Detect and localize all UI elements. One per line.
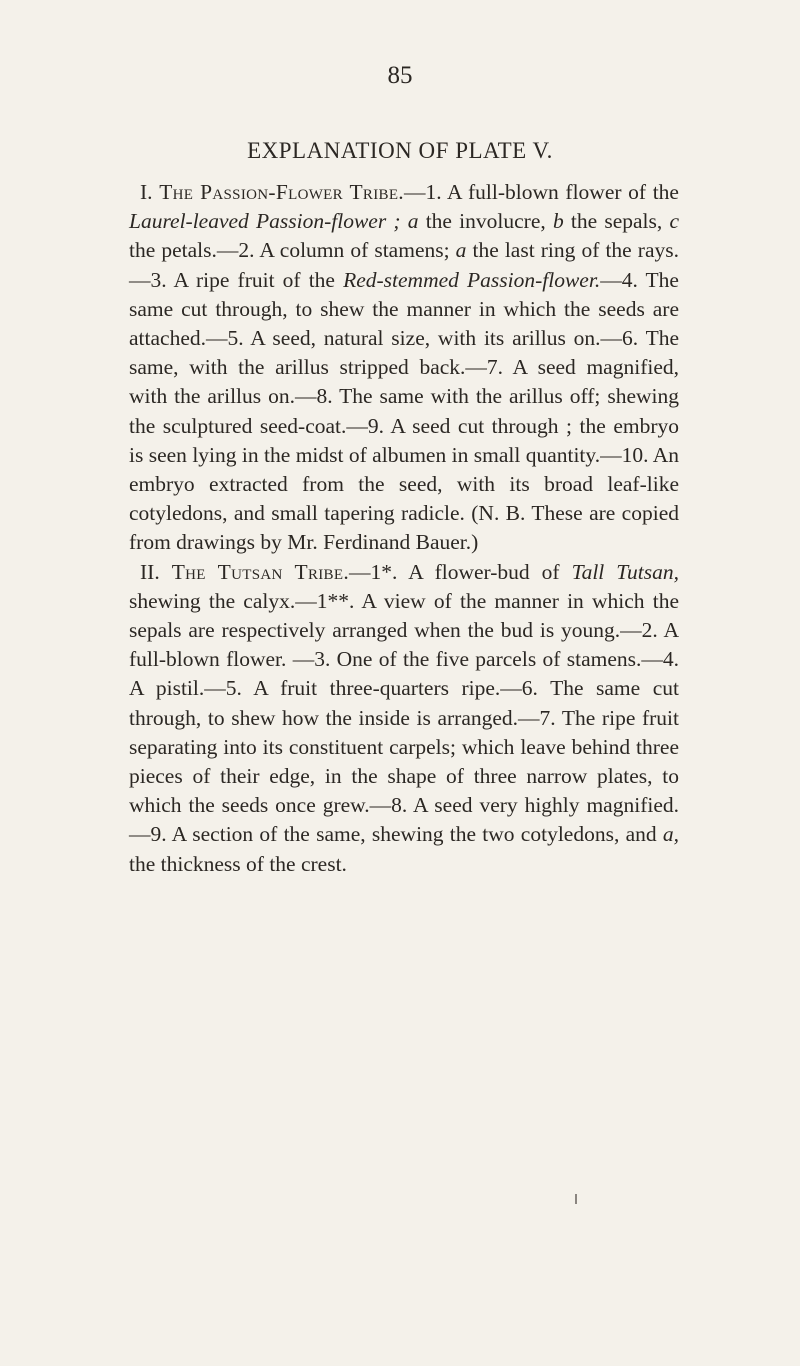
text-run: the petals.—2. A column of stamens; <box>129 238 456 263</box>
text-run: —4. The same cut through, to shew the manner in which the seeds are attached.—5. A seed, natural size, with its arillus on.—6. The same, with the arillus stripped back.—7. A seed magnified, with the arillus on.—8. The same with the arillus off; shewing the sculptured seed-coat.—9. A seed cut through ; the embryo is seen lying in the midst of albumen in small quantity.—10. An embryo extracted from the seed, with its broad leaf-like cotyledons, and small tapering radicle. (N. B. These are copied from drawings by Mr. Ferdinand Bauer.) <box>129 267 679 555</box>
stray-ink-mark <box>575 1194 577 1204</box>
italic-letter: b <box>552 209 564 234</box>
tribe-name: The Passion-Flower Tribe. <box>159 180 404 204</box>
text-run: the last ring of the rays.—3. A ripe fruit of the <box>129 238 679 292</box>
plate-explanation-text <box>129 178 679 879</box>
section-tutsan-tribe <box>129 558 679 879</box>
italic-letter: a <box>455 238 467 263</box>
tribe-name: The Tutsan Tribe. <box>171 559 350 584</box>
italic-letter: a <box>407 209 419 234</box>
section-numeral: I. <box>140 180 153 204</box>
text-run: the sepals, <box>563 209 670 234</box>
italic-species-name: Tall Tutsan, <box>571 559 680 584</box>
page-heading: EXPLANATION OF PLATE V. <box>247 138 553 163</box>
text-run: —1*. A flower-bud of <box>349 559 572 584</box>
italic-species-name: Red-stemmed Passion-flower. <box>343 267 601 292</box>
text-run: shewing the calyx.—1**. A view of the manner in which the sepals are respectively arranged when the bud is young.—2. A full-blown flower. —3. One of the five parcels of stamens.—4. A pistil.—5. A fruit three-quarters ripe.—6. The same cut through, to shew how the inside is arranged.—7. The ripe fruit separating into its constituent carpels; which leave behind three pieces of their edge, in the shape of three narrow plates, to which the seeds once grew.—8. A seed very highly magnified.—9. A section of the same, shewing the two cotyledons, and <box>129 588 679 847</box>
page-number: 85 <box>387 62 413 89</box>
text-run: the involucre, <box>418 209 553 234</box>
text-run: the thickness of the crest. <box>129 851 347 876</box>
section-passion-flower-tribe <box>129 178 679 558</box>
section-numeral: II. <box>140 559 160 584</box>
italic-letter: c <box>669 209 680 234</box>
text-run <box>401 209 408 233</box>
italic-letter: a, <box>662 822 679 847</box>
text-run: —1. A full-blown flower of the <box>403 180 679 204</box>
italic-species-name: Laurel-leaved Passion-flower ; <box>129 209 401 234</box>
